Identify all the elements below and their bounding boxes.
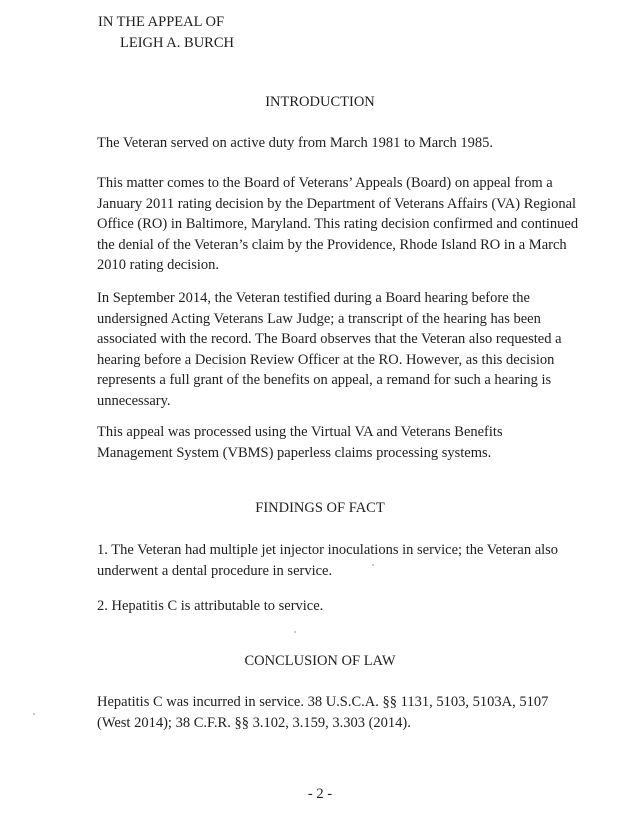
text-line: 2. Hepatitis C is attributable to service. [97, 598, 324, 614]
text-line: represents a full grant of the benefits on appeal, a remand for such a hearing is [97, 372, 552, 388]
text-line: underwent a dental procedure in service. [97, 562, 333, 579]
caption-appellant-name: LEIGH A. BURCH [120, 35, 234, 51]
findings-of-fact-heading: FINDINGS OF FACT [255, 500, 385, 516]
case-caption [98, 12, 234, 54]
finding-item-1 [97, 540, 567, 581]
text-line: 1. The Veteran had multiple jet injector inoculations in service; the Veteran also [97, 542, 559, 558]
finding-item-2 [97, 596, 567, 617]
caption-line-1: IN THE APPEAL OF [98, 14, 225, 30]
scan-speck [294, 631, 296, 633]
procedural-history-paragraph [97, 173, 579, 276]
text-line: Hepatitis C was incurred in service. 38 U.S.C.A. §§ 1131, 5103, 5103A, 5107 [97, 694, 549, 710]
text-line: associated with the record. The Board observes that the Veteran also requested a [97, 331, 562, 347]
page-number: - 2 - [307, 786, 333, 802]
text-line: This appeal was processed using the Virtual VA and Veterans Benefits [97, 424, 503, 440]
vbms-paragraph [97, 422, 567, 463]
text-line: Office (RO) in Baltimore, Maryland. This rating decision confirmed and continued [97, 216, 579, 232]
text-line: This matter comes to the Board of Veterans’ Appeals (Board) on appeal from a [97, 175, 553, 191]
conclusion-of-law-heading: CONCLUSION OF LAW [244, 653, 396, 669]
text-line: hearing before a Decision Review Officer at the RO. However, as this decision [97, 351, 555, 368]
hearing-paragraph [97, 288, 567, 411]
introduction-heading: INTRODUCTION [265, 94, 375, 110]
text-line: unnecessary. [97, 392, 171, 409]
text-line: the denial of the Veteran’s claim by the Providence, Rhode Island RO in a March [97, 236, 567, 253]
text-line: Management System (VBMS) paperless claims processing systems. [97, 444, 492, 461]
scan-speck [372, 564, 374, 566]
text-line: In September 2014, the Veteran testified during a Board hearing before the [97, 290, 530, 306]
text-line: (West 2014); 38 C.F.R. §§ 3.102, 3.159, 3.303 (2014). [97, 714, 411, 731]
text-line: undersigned Acting Veterans Law Judge; a transcript of the hearing has been [97, 310, 541, 327]
scan-speck [33, 713, 35, 715]
text-line: The Veteran served on active duty from March 1981 to March 1985. [97, 135, 493, 151]
conclusion-paragraph [97, 692, 567, 733]
service-paragraph [97, 133, 567, 154]
text-line: 2010 rating decision. [97, 257, 220, 273]
text-line: January 2011 rating decision by the Department of Veterans Affairs (VA) Regional [97, 195, 577, 212]
